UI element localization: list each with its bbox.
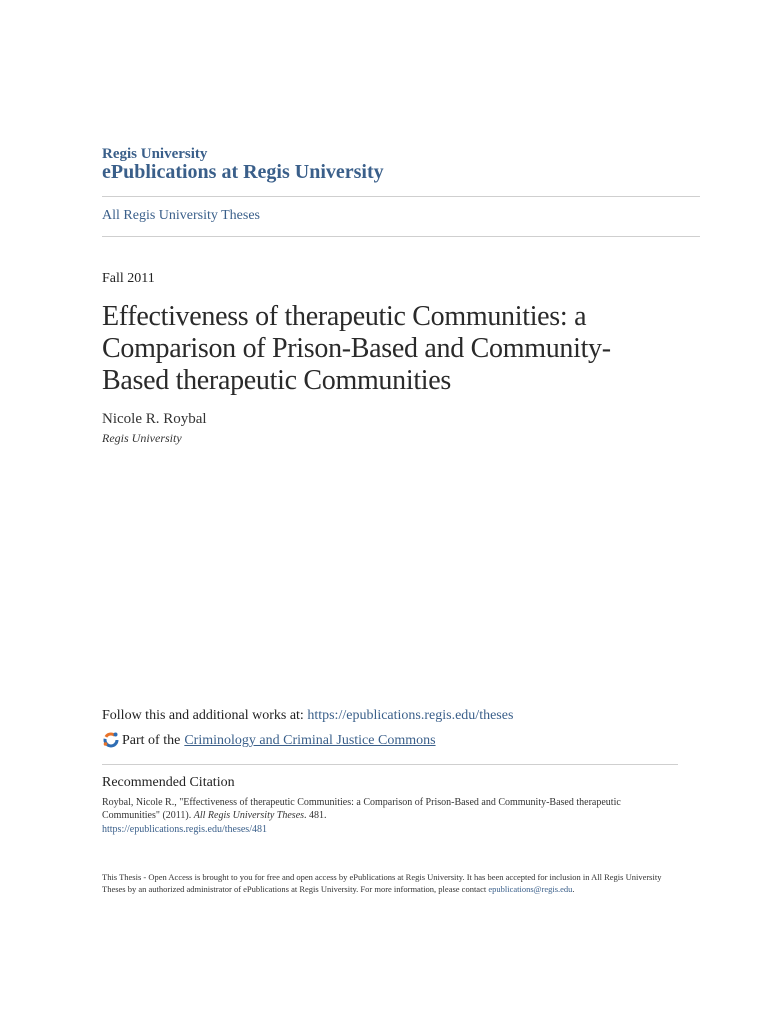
citation-main: Roybal, Nicole R., "Effectiveness of therapeutic Communities: a Comparison of Prison-Based and Community-Based therapeutic Communities" (2011).: [102, 797, 621, 821]
citation-heading: Recommended Citation: [102, 775, 235, 790]
repository-name[interactable]: ePublications at Regis University: [102, 161, 384, 183]
follow-label: Follow this and additional works at:: [102, 708, 308, 723]
collection-link[interactable]: All Regis University Theses: [102, 208, 261, 223]
citation-url-link[interactable]: https://epublications.regis.edu/theses/481: [102, 824, 267, 835]
title-line: Comparison of Prison-Based and Community-: [102, 333, 611, 364]
title-line: Based therapeutic Communities: [102, 365, 451, 396]
divider: [102, 764, 678, 765]
notice-text: This Thesis - Open Access is brought to you for free and open access by ePublications at Regis University. It has been accepted for inclusion in All Regis University Theses by an authorized administrator of ePublications at Regis University. For more information, please contact: [102, 872, 662, 894]
divider: [102, 236, 700, 237]
access-notice: [102, 871, 677, 895]
institution-name[interactable]: Regis University: [102, 146, 208, 162]
follow-url-link[interactable]: https://epublications.regis.edu/theses: [307, 708, 514, 723]
author-affiliation: Regis University: [102, 431, 182, 445]
divider: [102, 196, 700, 197]
author-name: Nicole R. Roybal: [102, 411, 207, 427]
publication-date: Fall 2011: [102, 271, 155, 286]
follow-line: [102, 708, 513, 724]
citation-text: [102, 796, 672, 822]
commons-link[interactable]: Criminology and Criminal Justice Commons: [184, 733, 436, 748]
document-title: [102, 301, 662, 397]
citation-series: All Regis University Theses: [193, 810, 305, 821]
notice-end: .: [572, 884, 575, 894]
part-of-label: Part of the: [122, 733, 181, 748]
title-line: Effectiveness of therapeutic Communities: a: [102, 301, 587, 332]
citation-end: . 481.: [304, 810, 327, 821]
contact-email-link[interactable]: epublications@regis.edu: [488, 884, 573, 894]
commons-network-icon: [102, 731, 120, 749]
part-of-line: [102, 732, 436, 750]
